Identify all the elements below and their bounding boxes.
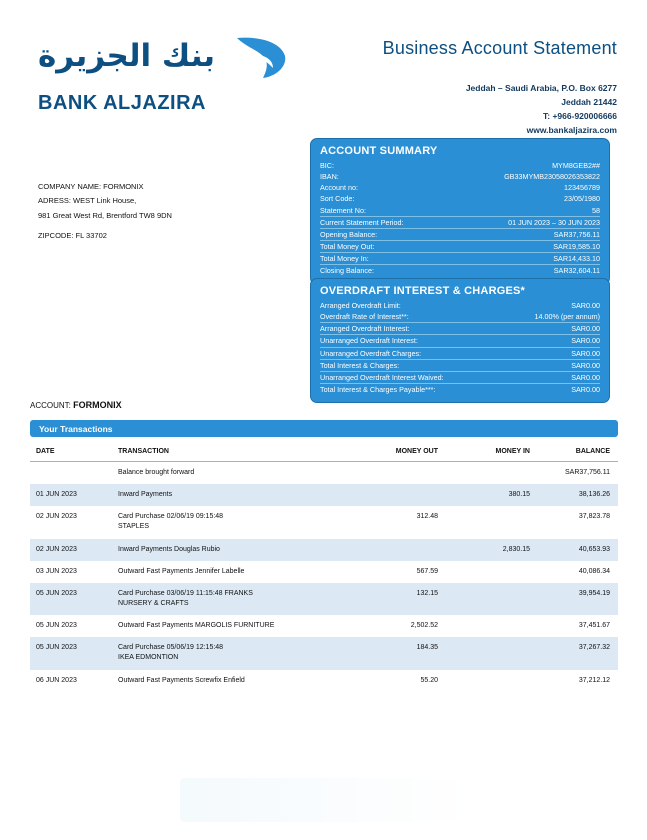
summary-value: 23/05/1980 — [564, 194, 600, 204]
summary-row — [320, 160, 600, 171]
summary-label: Current Statement Period: — [320, 217, 404, 227]
cell-money-in — [442, 462, 534, 485]
overdraft-row — [320, 359, 600, 371]
cell-transaction: Inward Payments Douglas Rubio — [112, 539, 350, 561]
cell-transaction: Outward Fast Payments Jennifer Labelle — [118, 567, 245, 575]
footer-watermark — [180, 778, 480, 822]
overdraft-label: Arranged Overdraft Interest: — [320, 324, 410, 334]
bank-name-english: BANK ALJAZIRA — [38, 92, 206, 114]
overdraft-row — [320, 300, 600, 311]
summary-row — [320, 252, 600, 264]
cell-balance: 37,267.32 — [534, 637, 618, 669]
account-summary-title: ACCOUNT SUMMARY — [320, 145, 438, 157]
cell-date: 05 JUN 2023 — [30, 583, 112, 615]
table-row — [30, 670, 618, 692]
summary-row — [320, 205, 600, 216]
summary-value: SAR14,433.10 — [553, 254, 600, 264]
overdraft-row — [320, 322, 600, 334]
summary-row — [320, 171, 600, 182]
cell-money-in — [442, 670, 534, 692]
overdraft-label: Total Interest & Charges: — [320, 360, 400, 370]
account-label: ACCOUNT: — [30, 401, 71, 410]
overdraft-value: 14.00% (per annum) — [534, 312, 600, 322]
cell-date: 02 JUN 2023 — [30, 539, 112, 561]
cell-balance: 37,451.67 — [578, 622, 610, 630]
summary-label: Sort Code: — [320, 194, 355, 204]
company-name: COMPANY NAME: FORMONIX — [38, 182, 144, 191]
bank-logo — [38, 26, 291, 115]
overdraft-label: Unarranged Overdraft Interest Waived: — [320, 372, 444, 382]
cell-balance: 40,653.93 — [534, 539, 618, 561]
cell-balance: 38,136.26 — [534, 484, 618, 506]
cell-money-in: 2,830.15 — [442, 539, 534, 561]
overdraft-row — [320, 311, 600, 322]
table-row — [30, 583, 618, 615]
cell-money-out: 567.59 — [416, 567, 438, 575]
summary-label: Account no: — [320, 183, 358, 193]
overdraft-value: SAR0.00 — [571, 301, 600, 310]
table-header-row — [30, 443, 618, 462]
cell-transaction: Card Purchase 02/06/19 09:15:48 STAPLES — [118, 513, 224, 531]
overdraft-label: Unarranged Overdraft Charges: — [320, 348, 422, 358]
bank-name-arabic: بنك الجزيرة — [38, 38, 216, 75]
overdraft-label: Arranged Overdraft Limit: — [320, 301, 401, 310]
account-name-line — [30, 400, 122, 410]
table-row — [30, 462, 618, 485]
cell-money-out: 312.48 — [416, 513, 438, 521]
overdraft-value: SAR0.00 — [571, 372, 600, 382]
overdraft-value: SAR0.00 — [571, 324, 600, 334]
summary-row — [320, 240, 600, 252]
cell-money-out: 132.15 — [350, 583, 442, 615]
cell-money-in — [442, 583, 534, 615]
summary-value: GB33MYMB23058026353822 — [504, 172, 600, 182]
cell-transaction: Card Purchase 03/06/19 11:15:48 FRANKS NURSERY & CRAFTS — [112, 583, 350, 615]
summary-value: SAR19,585.10 — [553, 242, 600, 252]
summary-value: SAR32,604.11 — [553, 266, 600, 276]
overdraft-value: SAR0.00 — [571, 360, 600, 370]
summary-label: Total Money In: — [320, 254, 369, 264]
cell-money-out — [350, 462, 442, 485]
cell-money-out — [350, 539, 442, 561]
overdraft-title: OVERDRAFT INTEREST & CHARGES* — [320, 285, 526, 297]
table-row — [30, 484, 618, 506]
overdraft-box — [310, 278, 610, 403]
bank-address-line-1: Jeddah – Saudi Arabia, P.O. Box 6277 — [465, 83, 617, 93]
bank-address-line-2: Jeddah 21442 — [561, 97, 617, 108]
overdraft-label: Total Interest & Charges Payable***: — [320, 385, 436, 395]
table-row — [30, 506, 618, 538]
cell-transaction: Outward Fast Payments MARGOLIS FURNITURE — [118, 622, 275, 630]
page-header — [0, 0, 647, 137]
summary-label: Closing Balance: — [320, 266, 374, 276]
cell-date: 02 JUN 2023 — [36, 513, 77, 521]
summary-label: Statement No: — [320, 205, 366, 215]
bank-phone: T: +966-920006666 — [543, 111, 617, 122]
summary-value: 01 JUN 2023 – 30 JUN 2023 — [508, 217, 600, 227]
table-row — [30, 561, 618, 583]
cell-money-in — [442, 615, 534, 637]
summary-row — [320, 228, 600, 240]
transactions-body — [30, 462, 618, 692]
account-summary-box — [310, 138, 610, 285]
summary-row — [320, 264, 600, 276]
table-row — [30, 615, 618, 637]
cell-transaction: Balance brought forward — [118, 469, 195, 476]
cell-balance: 40,086.34 — [578, 567, 610, 575]
cell-transaction: Outward Fast Payments Screwfix Enfield — [118, 676, 245, 684]
summary-value: 123456789 — [564, 183, 600, 193]
column-header-money-out: MONEY OUT — [350, 443, 442, 462]
overdraft-value: SAR0.00 — [571, 385, 600, 395]
summary-label: Total Money Out: — [320, 242, 375, 252]
summary-label: Opening Balance: — [320, 229, 378, 239]
summary-label: IBAN: — [320, 172, 339, 182]
cell-balance: SAR37,756.11 — [564, 469, 610, 476]
page-title: Business Account Statement — [382, 38, 617, 58]
column-header-date: DATE — [30, 443, 112, 462]
cell-money-in — [442, 561, 534, 583]
summary-label: BIC: — [320, 161, 334, 170]
aljazira-bird-icon — [229, 26, 291, 88]
bank-website: www.bankaljazira.com — [526, 125, 617, 136]
overdraft-value: SAR0.00 — [571, 348, 600, 358]
column-header-balance: BALANCE — [534, 443, 618, 462]
overdraft-row — [320, 383, 600, 395]
cell-transaction: Inward Payments — [112, 484, 350, 506]
cell-money-in: 380.15 — [442, 484, 534, 506]
overdraft-row — [320, 347, 600, 359]
summary-value: 58 — [592, 205, 600, 215]
cell-date: 01 JUN 2023 — [30, 484, 112, 506]
overdraft-label: Overdraft Rate of Interest**: — [320, 312, 409, 322]
cell-date: 06 JUN 2023 — [36, 676, 77, 684]
table-row — [30, 637, 618, 669]
transactions-table — [30, 443, 618, 692]
table-row — [30, 539, 618, 561]
transactions-section-title: Your Transactions — [30, 420, 618, 437]
summary-row — [320, 216, 600, 228]
company-address-1: ADRESS: WEST Link House, — [38, 196, 137, 206]
cell-money-in — [442, 506, 534, 538]
company-block — [38, 180, 172, 243]
company-address-2: 981 Great West Rd, Brentford TW8 9DN — [38, 210, 172, 220]
cell-money-out: 184.35 — [350, 637, 442, 669]
cell-balance: 37,212.12 — [578, 676, 610, 684]
overdraft-row — [320, 334, 600, 346]
account-value: FORMONIX — [73, 400, 122, 410]
summary-value: SAR37,756.11 — [553, 229, 600, 239]
cell-balance: 39,954.19 — [534, 583, 618, 615]
cell-date: 05 JUN 2023 — [30, 637, 112, 669]
cell-transaction: Card Purchase 05/06/19 12:15:48 IKEA EDMONTION — [112, 637, 350, 669]
company-zipcode: ZIPCODE: FL 33702 — [38, 230, 107, 240]
cell-money-in — [442, 637, 534, 669]
overdraft-value: SAR0.00 — [571, 336, 600, 346]
summary-row — [320, 193, 600, 204]
summary-row — [320, 182, 600, 193]
header-right — [383, 26, 617, 137]
cell-date: 03 JUN 2023 — [36, 567, 77, 575]
overdraft-label: Unarranged Overdraft Interest: — [320, 336, 418, 346]
summary-value: MYM8GEB2## — [552, 161, 600, 170]
cell-date: 05 JUN 2023 — [36, 622, 77, 630]
column-header-transaction: TRANSACTION — [112, 443, 350, 462]
cell-date — [30, 462, 112, 485]
cell-money-out — [350, 484, 442, 506]
cell-money-out: 2,502.52 — [410, 622, 438, 630]
cell-balance: 37,823.78 — [578, 513, 610, 521]
cell-money-out: 55.20 — [420, 676, 438, 684]
overdraft-row — [320, 371, 600, 383]
column-header-money-in: MONEY IN — [442, 443, 534, 462]
